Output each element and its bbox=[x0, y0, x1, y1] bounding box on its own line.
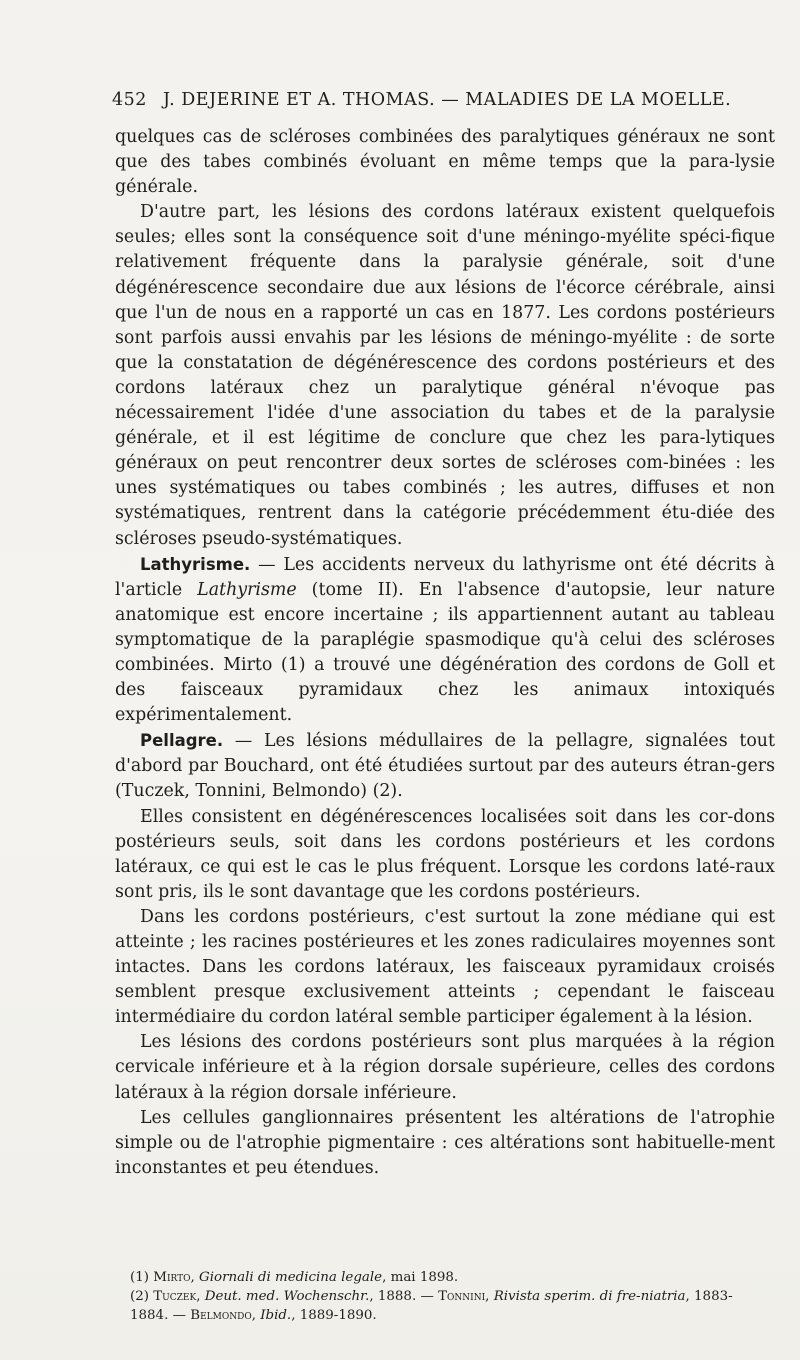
footnote-2-sep-1: , bbox=[196, 1289, 205, 1304]
paragraph-continuation: quelques cas de scléroses combinées des paralytiques généraux ne sont que des tabes combinés évoluant en même temps que la para-lysie générale. bbox=[115, 127, 775, 198]
running-header bbox=[112, 90, 782, 110]
footnote-1 bbox=[130, 1268, 770, 1287]
footnote-1-rest: , mai 1898. bbox=[382, 1270, 459, 1285]
lathyrisme-text: — Les accidents nerveux du lathyrisme ont été décrits à l'article bbox=[115, 554, 775, 600]
footnote-2-mid-1: , 1888. — bbox=[369, 1289, 439, 1304]
footnote-2-journal-3: Ibid. bbox=[260, 1308, 292, 1323]
paragraph-lateral-cords: D'autre part, les lésions des cordons latéraux existent quelquefois seules; elles sont la conséquence soit d'une méningo-myélite spéci-fique relativement fréquente dans la paralysie générale, soit d'une dégénérescence secondaire due aux lésions de l'écorce cérébrale, ainsi que l'un de nous en a rapporté un cas en 1877. Les cordons postérieurs sont parfois aussi envahis par les lésions de méningo-myélite : de sorte que la constatation de dégénérescence des cordons postérieurs et des cordons latéraux chez un paralytique général n'évoque pas nécessairement l'idée d'une association du tabes et de la paralysie générale, et il est légitime de conclure que chez les para-lytiques généraux on peut rencontrer deux sortes de scléroses com-binées : les unes systématiques ou tabes combinés ; les autres, diffuses et non systématiques, rentrent dans la catégorie précédemment étu-diée des scléroses pseudo-systématiques. bbox=[115, 202, 775, 549]
paragraph-regions: Les lésions des cordons postérieurs sont plus marquées à la région cervicale inférieure et à la région dorsale supérieure, celles des cordons latéraux à la région dorsale inférieure. bbox=[115, 1032, 775, 1103]
page-number: 452 bbox=[112, 90, 147, 110]
paragraph-posterior-cords: Dans les cordons postérieurs, c'est surtout la zone médiane qui est atteinte ; les racines postérieures et les zones radiculaires moyennes sont intactes. Dans les cordons latéraux, les faisceaux pyramidaux croisés semblent presque exclusivement atteints ; cependant le faisceau intermédiaire du cordon latéral semble participer également à la lésion. bbox=[115, 906, 775, 1028]
footnote-2-number: (2) bbox=[130, 1289, 154, 1304]
footnote-2-journal-2: Rivista sperim. di fre-niatria bbox=[493, 1289, 686, 1304]
footnote-2-author-tonnini: Tonnini bbox=[438, 1289, 486, 1304]
footnote-2-rest: , 1889-1890. bbox=[291, 1308, 377, 1323]
footnote-1-sep: , bbox=[190, 1270, 200, 1285]
paragraph-pellagre bbox=[115, 728, 775, 804]
footnote-1-author: Mirto bbox=[153, 1270, 191, 1285]
footnote-2-sep-3: , bbox=[251, 1308, 261, 1323]
footnote-2-author-tuczek: Tuczek bbox=[153, 1289, 197, 1304]
running-title: J. DEJERINE ET A. THOMAS. — MALADIES DE LA MOELLE. bbox=[162, 90, 732, 110]
footnote-1-number: (1) bbox=[130, 1270, 154, 1285]
footnote-2 bbox=[130, 1287, 770, 1325]
footnote-1-journal: Giornali di medicina legale bbox=[199, 1270, 383, 1285]
paragraph-ganglion-cells: Les cellules ganglionnaires présentent les altérations de l'atrophie simple ou de l'atrophie pigmentaire : ces altérations sont habituelle-ment inconstantes et peu étendues. bbox=[115, 1107, 775, 1178]
pellagre-text: — Les lésions médullaires de la pellagre, signalées tout d'abord par Bouchard, ont été étudiées surtout par des auteurs étran-gers (Tuczek, Tonnini, Belmondo) (2). bbox=[115, 731, 775, 802]
section-heading-lathyrisme: Lathyrisme. bbox=[140, 554, 251, 574]
footnotes bbox=[130, 1268, 770, 1325]
footnote-2-author-belmondo: Belmondo bbox=[190, 1308, 252, 1323]
footnote-2-sep-2: , bbox=[485, 1289, 494, 1304]
lathyrisme-text-cont: (tome II). En l'absence d'autopsie, leur nature anatomique est encore incertaine ; ils appartiennent autant au tableau symptomatique de la paraplégie spasmodique qu'à celui des scléroses combinées. Mirto (1) a trouvé une dégénération des cordons de Goll et des faisceaux pyramidaux chez les animaux intoxiqués expérimentalement. bbox=[115, 579, 775, 726]
footnote-2-mid-2: , 1883-1884. — bbox=[130, 1289, 733, 1323]
paragraph-lathyrisme bbox=[115, 552, 775, 729]
section-heading-pellagre: Pellagre. bbox=[140, 731, 224, 751]
paragraph-degenerescences: Elles consistent en dégénérescences localisées soit dans les cor-dons postérieurs seuls, soit dans les cordons postérieurs et les cordons latéraux, ce qui est le cas le plus fréquent. Lorsque les cordons laté-raux sont pris, ils le sont davantage que les cordons postérieurs. bbox=[115, 806, 775, 902]
lathyrisme-italic: Lathyrisme bbox=[197, 579, 297, 600]
main-text bbox=[115, 125, 775, 1181]
footnote-2-journal-1: Deut. med. Wochenschr. bbox=[204, 1289, 370, 1304]
